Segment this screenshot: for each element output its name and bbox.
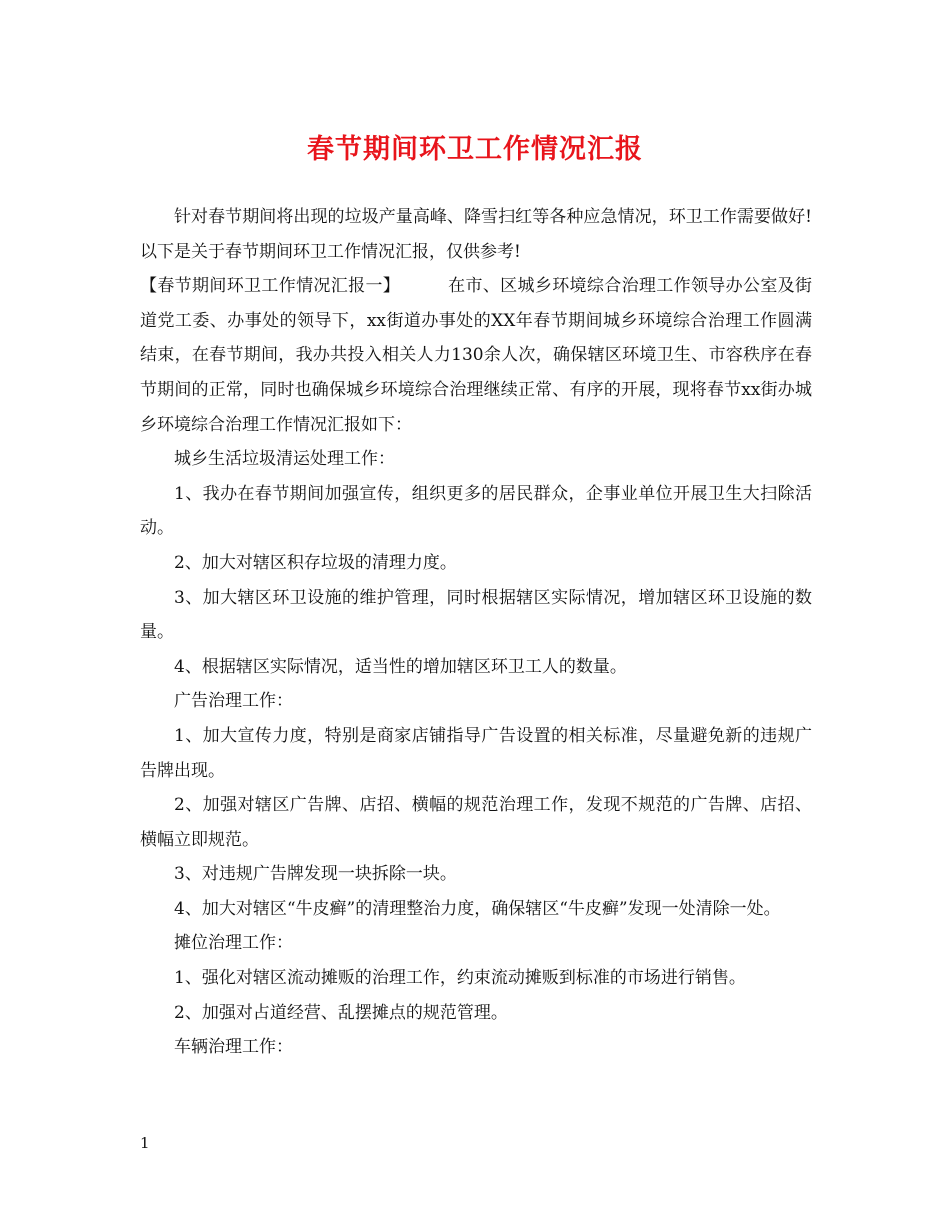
section-tag: 【春节期间环卫工作情况汇报一】: [140, 276, 401, 297]
body-paragraph: 车辆治理工作：: [174, 1037, 293, 1058]
section-one-paragraph: [140, 269, 812, 442]
section-one-text: 在市、区城乡环境综合治理工作领导办公室及街道党工委、办事处的领导下，xx街道办事处的XX年春节期间城乡环境综合治理工作圆满结束，在春节期间，我办共投入相关人力130余人次，确保辖区环境卫生、市容秩序在春节期间的正常，同时也确保城乡环境综合治理继续正常、有序的开展，现将春节xx街办城乡环境综合治理工作情况汇报如下：: [140, 276, 813, 435]
body-paragraph: 2、加大对辖区积存垃圾的清理力度。: [174, 552, 457, 573]
body-paragraph: 2、加强对占道经营、乱摆摊点的规范管理。: [174, 1002, 508, 1023]
body-paragraph: 1、我办在春节期间加强宣传，组织更多的居民群众，企事业单位开展卫生大扫除活动。: [140, 483, 812, 539]
body-paragraph: 1、强化对辖区流动摊贩的治理工作，约束流动摊贩到标准的市场进行销售。: [174, 968, 746, 989]
body-paragraph: 4、根据辖区实际情况，适当性的增加辖区环卫工人的数量。: [174, 656, 627, 677]
body-paragraph: 摊位治理工作：: [174, 933, 293, 954]
body-paragraph: 3、加大辖区环卫设施的维护管理，同时根据辖区实际情况，增加辖区环卫设施的数量。: [140, 587, 812, 643]
document-body: [140, 200, 812, 1065]
body-paragraph: 广告治理工作：: [174, 691, 293, 712]
document-title: 春节期间环卫工作情况汇报: [307, 134, 643, 165]
page-number: 1: [140, 1134, 150, 1152]
body-paragraph: 3、对违规广告牌发现一块拆除一块。: [174, 864, 457, 885]
intro-paragraph: 针对春节期间将出现的垃圾产量高峰、降雪扫红等各种应急情况，环卫工作需要做好!以下是关于春节期间环卫工作情况汇报，仅供参考!: [140, 207, 812, 262]
body-paragraph: 4、加大对辖区“牛皮癣”的清理整治力度，确保辖区“牛皮癣”发现一处清除一处。: [174, 898, 781, 919]
body-paragraph: 1、加大宣传力度，特别是商家店铺指导广告设置的相关标准，尽量避免新的违规广告牌出现。: [140, 725, 812, 781]
body-paragraph: 城乡生活垃圾清运处理工作：: [174, 449, 395, 470]
body-paragraph: 2、加强对辖区广告牌、店招、横幅的规范治理工作，发现不规范的广告牌、店招、横幅立即规范。: [140, 795, 812, 850]
